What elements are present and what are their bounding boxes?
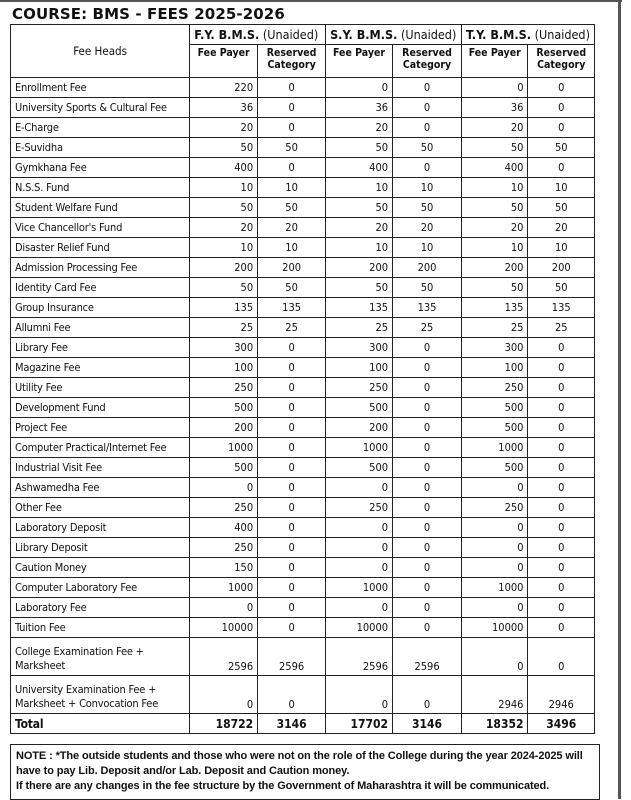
fy-reserved-cell: 2596: [258, 638, 326, 676]
sy-fee-payer-cell: 250: [326, 498, 393, 518]
ty-fee-payer-cell: 250: [462, 378, 528, 398]
fy-reserved-cell: 10: [258, 238, 326, 258]
fy-reserved-cell: 50: [258, 278, 326, 298]
sy-reserved-cell: 0: [393, 358, 462, 378]
sy-reserved-cell: 50: [393, 138, 462, 158]
table-row: [11, 498, 595, 518]
sy-fee-payer-cell: 10000: [326, 618, 393, 638]
fy-fee-payer-cell: 250: [190, 498, 258, 518]
table-row: [11, 78, 595, 98]
sy-fee-payer-cell: 500: [326, 458, 393, 478]
sy-reserved-cell: 0: [393, 398, 462, 418]
fy-reserved-cell: 25: [258, 318, 326, 338]
sy-fee-payer-cell: 10: [326, 178, 393, 198]
ty-fee-payer-cell: 10: [462, 238, 528, 258]
ty-fee-payer-cell: 2946: [462, 676, 528, 714]
fy-fee-payer-cell: 10000: [190, 618, 258, 638]
ty-reserved-cell: 10: [528, 178, 595, 198]
table-row: [11, 418, 595, 438]
fy-fee-payer-cell: 100: [190, 358, 258, 378]
page-title: COURSE: BMS - FEES 2025-2026: [12, 5, 285, 23]
ty-reserved-cell: 0: [528, 478, 595, 498]
table-row: [11, 158, 595, 178]
fee-head-label: Magazine Fee: [11, 358, 190, 378]
ty-reserved-cell: 50: [528, 278, 595, 298]
table-row: [11, 518, 595, 538]
ty-fee-payer-cell: 300: [462, 338, 528, 358]
fee-head-label: E-Suvidha: [11, 138, 190, 158]
fy-fee-payer-cell: 500: [190, 398, 258, 418]
ty-reserved-cell: 200: [528, 258, 595, 278]
sy-reserved-cell: 0: [393, 418, 462, 438]
ty-reserved-cell: 50: [528, 198, 595, 218]
fee-head-label: E-Charge: [11, 118, 190, 138]
fy-bms-header: [190, 25, 326, 45]
sy-reserved-cell: 10: [393, 238, 462, 258]
ty-reserved-cell: 0: [528, 358, 595, 378]
ty-fee-payer-cell: 0: [462, 598, 528, 618]
fy-fee-payer-cell: 135: [190, 298, 258, 318]
fee-head-label: Disaster Relief Fund: [11, 238, 190, 258]
ty-fee-payer-cell: 0: [462, 638, 528, 676]
table-row: [11, 118, 595, 138]
fee-head-label: Industrial Visit Fee: [11, 458, 190, 478]
fy-fee-payer-cell: 300: [190, 338, 258, 358]
page-frame-top-border: [0, 0, 622, 2]
sy-reserved-cell: 0: [393, 518, 462, 538]
sy-fee-payer-cell: 0: [326, 78, 393, 98]
ty-fee-payer-cell: 135: [462, 298, 528, 318]
fee-head-label: Group Insurance: [11, 298, 190, 318]
fy-reserved-cell: 10: [258, 178, 326, 198]
ty-reserved-cell: 0: [528, 598, 595, 618]
sy-fee-payer-cell: 50: [326, 138, 393, 158]
ty-reserved-cell: 0: [528, 458, 595, 478]
year-name: F.Y. B.M.S.: [194, 26, 260, 42]
fy-reserved-cell: 0: [258, 378, 326, 398]
table-row: [11, 258, 595, 278]
sy-reserved-cell: 10: [393, 178, 462, 198]
fy-fee-payer-cell: 500: [190, 458, 258, 478]
sy-reserved-cell: 0: [393, 578, 462, 598]
sy-fee-payer-cell: 1000: [326, 578, 393, 598]
note-line-2: If there are any changes in the fee structure by the Government of Maharashtra it will be communicated.: [16, 780, 550, 792]
fy-fee-payer-cell: 250: [190, 378, 258, 398]
ty-fee-payer-cell: 20: [462, 218, 528, 238]
sy-reserved-cell: 0: [393, 498, 462, 518]
total-label: Total: [11, 714, 190, 734]
ty-fee-payer-cell: 10000: [462, 618, 528, 638]
table-row: [11, 618, 595, 638]
fee-head-label: Caution Money: [11, 558, 190, 578]
ty-reserved-cell: 0: [528, 498, 595, 518]
table-row: [11, 338, 595, 358]
sy-fee-payer-cell: 250: [326, 378, 393, 398]
ty-reserved-cell: 0: [528, 118, 595, 138]
year-type: (Unaided): [400, 26, 457, 42]
table-row: [11, 298, 595, 318]
fee-head-label: Enrollment Fee: [11, 78, 190, 98]
sy-reserved-cell: 50: [393, 278, 462, 298]
sy-reserved-cell: 0: [393, 158, 462, 178]
sy-fee-payer-header: Fee Payer: [326, 45, 393, 78]
fy-fee-payer-cell: 50: [190, 198, 258, 218]
ty-reserved-cell: 0: [528, 518, 595, 538]
sy-reserved-cell: 0: [393, 338, 462, 358]
sy-fee-payer-cell: 36: [326, 98, 393, 118]
fee-head-label: Laboratory Fee: [11, 598, 190, 618]
table-row: [11, 178, 595, 198]
ty-reserved-cell: 0: [528, 578, 595, 598]
sy-fee-payer-cell: 20: [326, 218, 393, 238]
fy-reserved-cell: 0: [258, 478, 326, 498]
table-row: [11, 198, 595, 218]
total-ty-fee-payer: 18352: [462, 714, 528, 734]
table-row: [11, 358, 595, 378]
table-row: [11, 218, 595, 238]
fee-head-label: Computer Practical/Internet Fee: [11, 438, 190, 458]
sy-reserved-cell: 0: [393, 78, 462, 98]
fy-reserved-cell: 135: [258, 298, 326, 318]
fy-reserved-cell: 0: [258, 498, 326, 518]
fy-fee-payer-cell: 0: [190, 598, 258, 618]
sy-reserved-cell: 0: [393, 438, 462, 458]
sy-reserved-cell: 0: [393, 98, 462, 118]
table-row: [11, 138, 595, 158]
sy-fee-payer-cell: 20: [326, 118, 393, 138]
ty-bms-header: [462, 25, 595, 45]
ty-reserved-cell: 20: [528, 218, 595, 238]
ty-reserved-cell: 0: [528, 338, 595, 358]
table-row: [11, 538, 595, 558]
ty-fee-payer-cell: 200: [462, 258, 528, 278]
table-row: [11, 438, 595, 458]
fy-reserved-cell: 0: [258, 418, 326, 438]
ty-reserved-cell: 0: [528, 418, 595, 438]
sy-reserved-cell: 200: [393, 258, 462, 278]
table-row: [11, 98, 595, 118]
page-frame-right-border: [618, 0, 621, 799]
ty-reserved-cell: 50: [528, 138, 595, 158]
fee-head-label: Ashwamedha Fee: [11, 478, 190, 498]
ty-reserved-cell: 0: [528, 78, 595, 98]
sy-reserved-cell: 135: [393, 298, 462, 318]
fee-head-label: Project Fee: [11, 418, 190, 438]
sy-reserved-cell: 0: [393, 458, 462, 478]
fee-head-label: University Examination Fee + Marksheet + Convocation Fee: [11, 676, 190, 714]
fy-reserved-cell: 0: [258, 538, 326, 558]
fee-head-label: Library Fee: [11, 338, 190, 358]
fy-reserved-cell: 0: [258, 398, 326, 418]
ty-fee-payer-cell: 50: [462, 198, 528, 218]
sy-reserved-cell: 20: [393, 218, 462, 238]
fee-head-label: N.S.S. Fund: [11, 178, 190, 198]
ty-reserved-cell: 0: [528, 158, 595, 178]
year-type: (Unaided): [534, 26, 590, 42]
ty-fee-payer-cell: 250: [462, 498, 528, 518]
sy-fee-payer-cell: 500: [326, 398, 393, 418]
sy-reserved-cell: 0: [393, 558, 462, 578]
total-sy-fee-payer: 17702: [326, 714, 393, 734]
sy-fee-payer-cell: 300: [326, 338, 393, 358]
fee-head-label: Other Fee: [11, 498, 190, 518]
fy-fee-payer-cell: 0: [190, 478, 258, 498]
table-row: [11, 318, 595, 338]
sy-reserved-cell: 0: [393, 618, 462, 638]
sy-reserved-cell: 0: [393, 676, 462, 714]
fy-fee-payer-cell: 36: [190, 98, 258, 118]
fee-head-label: Vice Chancellor's Fund: [11, 218, 190, 238]
fy-fee-payer-cell: 20: [190, 218, 258, 238]
fee-head-label: Identity Card Fee: [11, 278, 190, 298]
table-row: [11, 378, 595, 398]
fee-rows: [11, 78, 595, 714]
fy-reserved-cell: 20: [258, 218, 326, 238]
fy-fee-payer-cell: 20: [190, 118, 258, 138]
fy-reserved-cell: 0: [258, 158, 326, 178]
sy-reserved-cell: 0: [393, 598, 462, 618]
ty-reserved-cell: 0: [528, 638, 595, 676]
sy-fee-payer-cell: 135: [326, 298, 393, 318]
ty-fee-payer-cell: 36: [462, 98, 528, 118]
sy-fee-payer-cell: 50: [326, 198, 393, 218]
ty-reserved-cell: 0: [528, 538, 595, 558]
table-header-row-years: [11, 25, 595, 45]
fy-fee-payer-cell: 200: [190, 258, 258, 278]
ty-fee-payer-cell: 500: [462, 458, 528, 478]
fee-head-label: Allumni Fee: [11, 318, 190, 338]
fy-fee-payer-cell: 10: [190, 238, 258, 258]
fy-reserved-cell: 0: [258, 618, 326, 638]
ty-reserved-cell: 0: [528, 558, 595, 578]
ty-fee-payer-cell: 1000: [462, 578, 528, 598]
ty-fee-payer-cell: 50: [462, 138, 528, 158]
fees-table: [10, 24, 595, 734]
table-row: [11, 238, 595, 258]
table-row: [11, 458, 595, 478]
fy-reserved-cell: 0: [258, 458, 326, 478]
fy-fee-payer-cell: 200: [190, 418, 258, 438]
ty-fee-payer-cell: 0: [462, 478, 528, 498]
total-fy-reserved: 3146: [258, 714, 326, 734]
fy-reserved-cell: 0: [258, 98, 326, 118]
fee-heads-header: Fee Heads: [11, 25, 190, 78]
fy-fee-payer-cell: 1000: [190, 438, 258, 458]
table-row: [11, 638, 595, 676]
fy-reserved-cell: 0: [258, 558, 326, 578]
fee-head-label: Development Fund: [11, 398, 190, 418]
fy-reserved-cell: 0: [258, 578, 326, 598]
ty-reserved-header: Reserved Category: [528, 45, 595, 78]
sy-fee-payer-cell: 0: [326, 478, 393, 498]
ty-reserved-cell: 0: [528, 398, 595, 418]
sy-fee-payer-cell: 25: [326, 318, 393, 338]
sy-fee-payer-cell: 200: [326, 418, 393, 438]
fee-head-label: Utility Fee: [11, 378, 190, 398]
fy-fee-payer-cell: 10: [190, 178, 258, 198]
fy-fee-payer-cell: 0: [190, 676, 258, 714]
ty-reserved-cell: 2946: [528, 676, 595, 714]
sy-fee-payer-cell: 0: [326, 598, 393, 618]
fy-reserved-cell: 0: [258, 338, 326, 358]
ty-fee-payer-cell: 500: [462, 418, 528, 438]
fy-fee-payer-cell: 400: [190, 518, 258, 538]
ty-reserved-cell: 10: [528, 238, 595, 258]
sy-fee-payer-cell: 0: [326, 676, 393, 714]
fee-head-label: Computer Laboratory Fee: [11, 578, 190, 598]
total-fy-fee-payer: 18722: [190, 714, 258, 734]
sy-reserved-cell: 0: [393, 538, 462, 558]
sy-reserved-cell: 25: [393, 318, 462, 338]
total-row: [11, 714, 595, 734]
fy-reserved-cell: 0: [258, 518, 326, 538]
sy-fee-payer-cell: 10: [326, 238, 393, 258]
table-row: [11, 598, 595, 618]
fy-fee-payer-cell: 220: [190, 78, 258, 98]
note-line-1: NOTE : *The outside students and those who were not on the role of the College during the year 2024-2025 will have to pay Lib. Deposit and/or Lab. Deposit and Caution money.: [16, 750, 583, 777]
sy-reserved-cell: 50: [393, 198, 462, 218]
fee-head-label: Laboratory Deposit: [11, 518, 190, 538]
fy-reserved-cell: 0: [258, 358, 326, 378]
fy-fee-payer-cell: 1000: [190, 578, 258, 598]
fee-head-label: Student Welfare Fund: [11, 198, 190, 218]
sy-fee-payer-cell: 400: [326, 158, 393, 178]
sy-fee-payer-cell: 0: [326, 538, 393, 558]
ty-reserved-cell: 0: [528, 378, 595, 398]
table-row: [11, 558, 595, 578]
fy-reserved-cell: 0: [258, 438, 326, 458]
ty-fee-payer-cell: 100: [462, 358, 528, 378]
sy-fee-payer-cell: 100: [326, 358, 393, 378]
ty-fee-payer-cell: 20: [462, 118, 528, 138]
fy-fee-payer-cell: 400: [190, 158, 258, 178]
ty-fee-payer-cell: 25: [462, 318, 528, 338]
fee-head-label: University Sports & Cultural Fee: [11, 98, 190, 118]
sy-reserved-cell: 2596: [393, 638, 462, 676]
sy-fee-payer-cell: 50: [326, 278, 393, 298]
ty-reserved-cell: 135: [528, 298, 595, 318]
table-row: [11, 398, 595, 418]
fy-reserved-cell: 0: [258, 676, 326, 714]
fy-fee-payer-cell: 2596: [190, 638, 258, 676]
year-type: (Unaided): [262, 26, 319, 42]
sy-reserved-cell: 0: [393, 118, 462, 138]
ty-fee-payer-cell: 0: [462, 558, 528, 578]
fy-reserved-header: Reserved Category: [258, 45, 326, 78]
fy-fee-payer-cell: 25: [190, 318, 258, 338]
sy-fee-payer-cell: 0: [326, 558, 393, 578]
fee-head-label: Admission Processing Fee: [11, 258, 190, 278]
fy-fee-payer-cell: 50: [190, 278, 258, 298]
ty-reserved-cell: 0: [528, 618, 595, 638]
total-sy-reserved: 3146: [393, 714, 462, 734]
table-row: [11, 676, 595, 714]
ty-fee-payer-cell: 500: [462, 398, 528, 418]
sy-reserved-cell: 0: [393, 378, 462, 398]
table-row: [11, 478, 595, 498]
fy-reserved-cell: 0: [258, 598, 326, 618]
year-name: S.Y. B.M.S.: [330, 26, 398, 42]
fy-reserved-cell: 200: [258, 258, 326, 278]
sy-fee-payer-cell: 1000: [326, 438, 393, 458]
sy-fee-payer-cell: 200: [326, 258, 393, 278]
ty-fee-payer-cell: 0: [462, 518, 528, 538]
fy-reserved-cell: 0: [258, 118, 326, 138]
ty-reserved-cell: 0: [528, 98, 595, 118]
fee-head-label: Library Deposit: [11, 538, 190, 558]
fy-reserved-cell: 0: [258, 78, 326, 98]
fy-reserved-cell: 50: [258, 138, 326, 158]
fy-fee-payer-cell: 250: [190, 538, 258, 558]
table-row: [11, 278, 595, 298]
ty-fee-payer-cell: 1000: [462, 438, 528, 458]
ty-reserved-cell: 0: [528, 438, 595, 458]
sy-bms-header: [326, 25, 462, 45]
ty-fee-payer-cell: 0: [462, 538, 528, 558]
note-box: [10, 744, 600, 800]
table-row: [11, 578, 595, 598]
sy-reserved-header: Reserved Category: [393, 45, 462, 78]
fee-head-label: College Examination Fee + Marksheet: [11, 638, 190, 676]
total-ty-reserved: 3496: [528, 714, 595, 734]
ty-fee-payer-cell: 400: [462, 158, 528, 178]
fy-fee-payer-cell: 50: [190, 138, 258, 158]
fy-fee-payer-cell: 150: [190, 558, 258, 578]
ty-fee-payer-header: Fee Payer: [462, 45, 528, 78]
fy-reserved-cell: 50: [258, 198, 326, 218]
fee-head-label: Tuition Fee: [11, 618, 190, 638]
ty-fee-payer-cell: 50: [462, 278, 528, 298]
sy-fee-payer-cell: 2596: [326, 638, 393, 676]
ty-fee-payer-cell: 0: [462, 78, 528, 98]
sy-fee-payer-cell: 0: [326, 518, 393, 538]
ty-fee-payer-cell: 10: [462, 178, 528, 198]
fy-fee-payer-header: Fee Payer: [190, 45, 258, 78]
year-name: T.Y. B.M.S.: [466, 26, 532, 42]
fee-head-label: Gymkhana Fee: [11, 158, 190, 178]
ty-reserved-cell: 25: [528, 318, 595, 338]
sy-reserved-cell: 0: [393, 478, 462, 498]
